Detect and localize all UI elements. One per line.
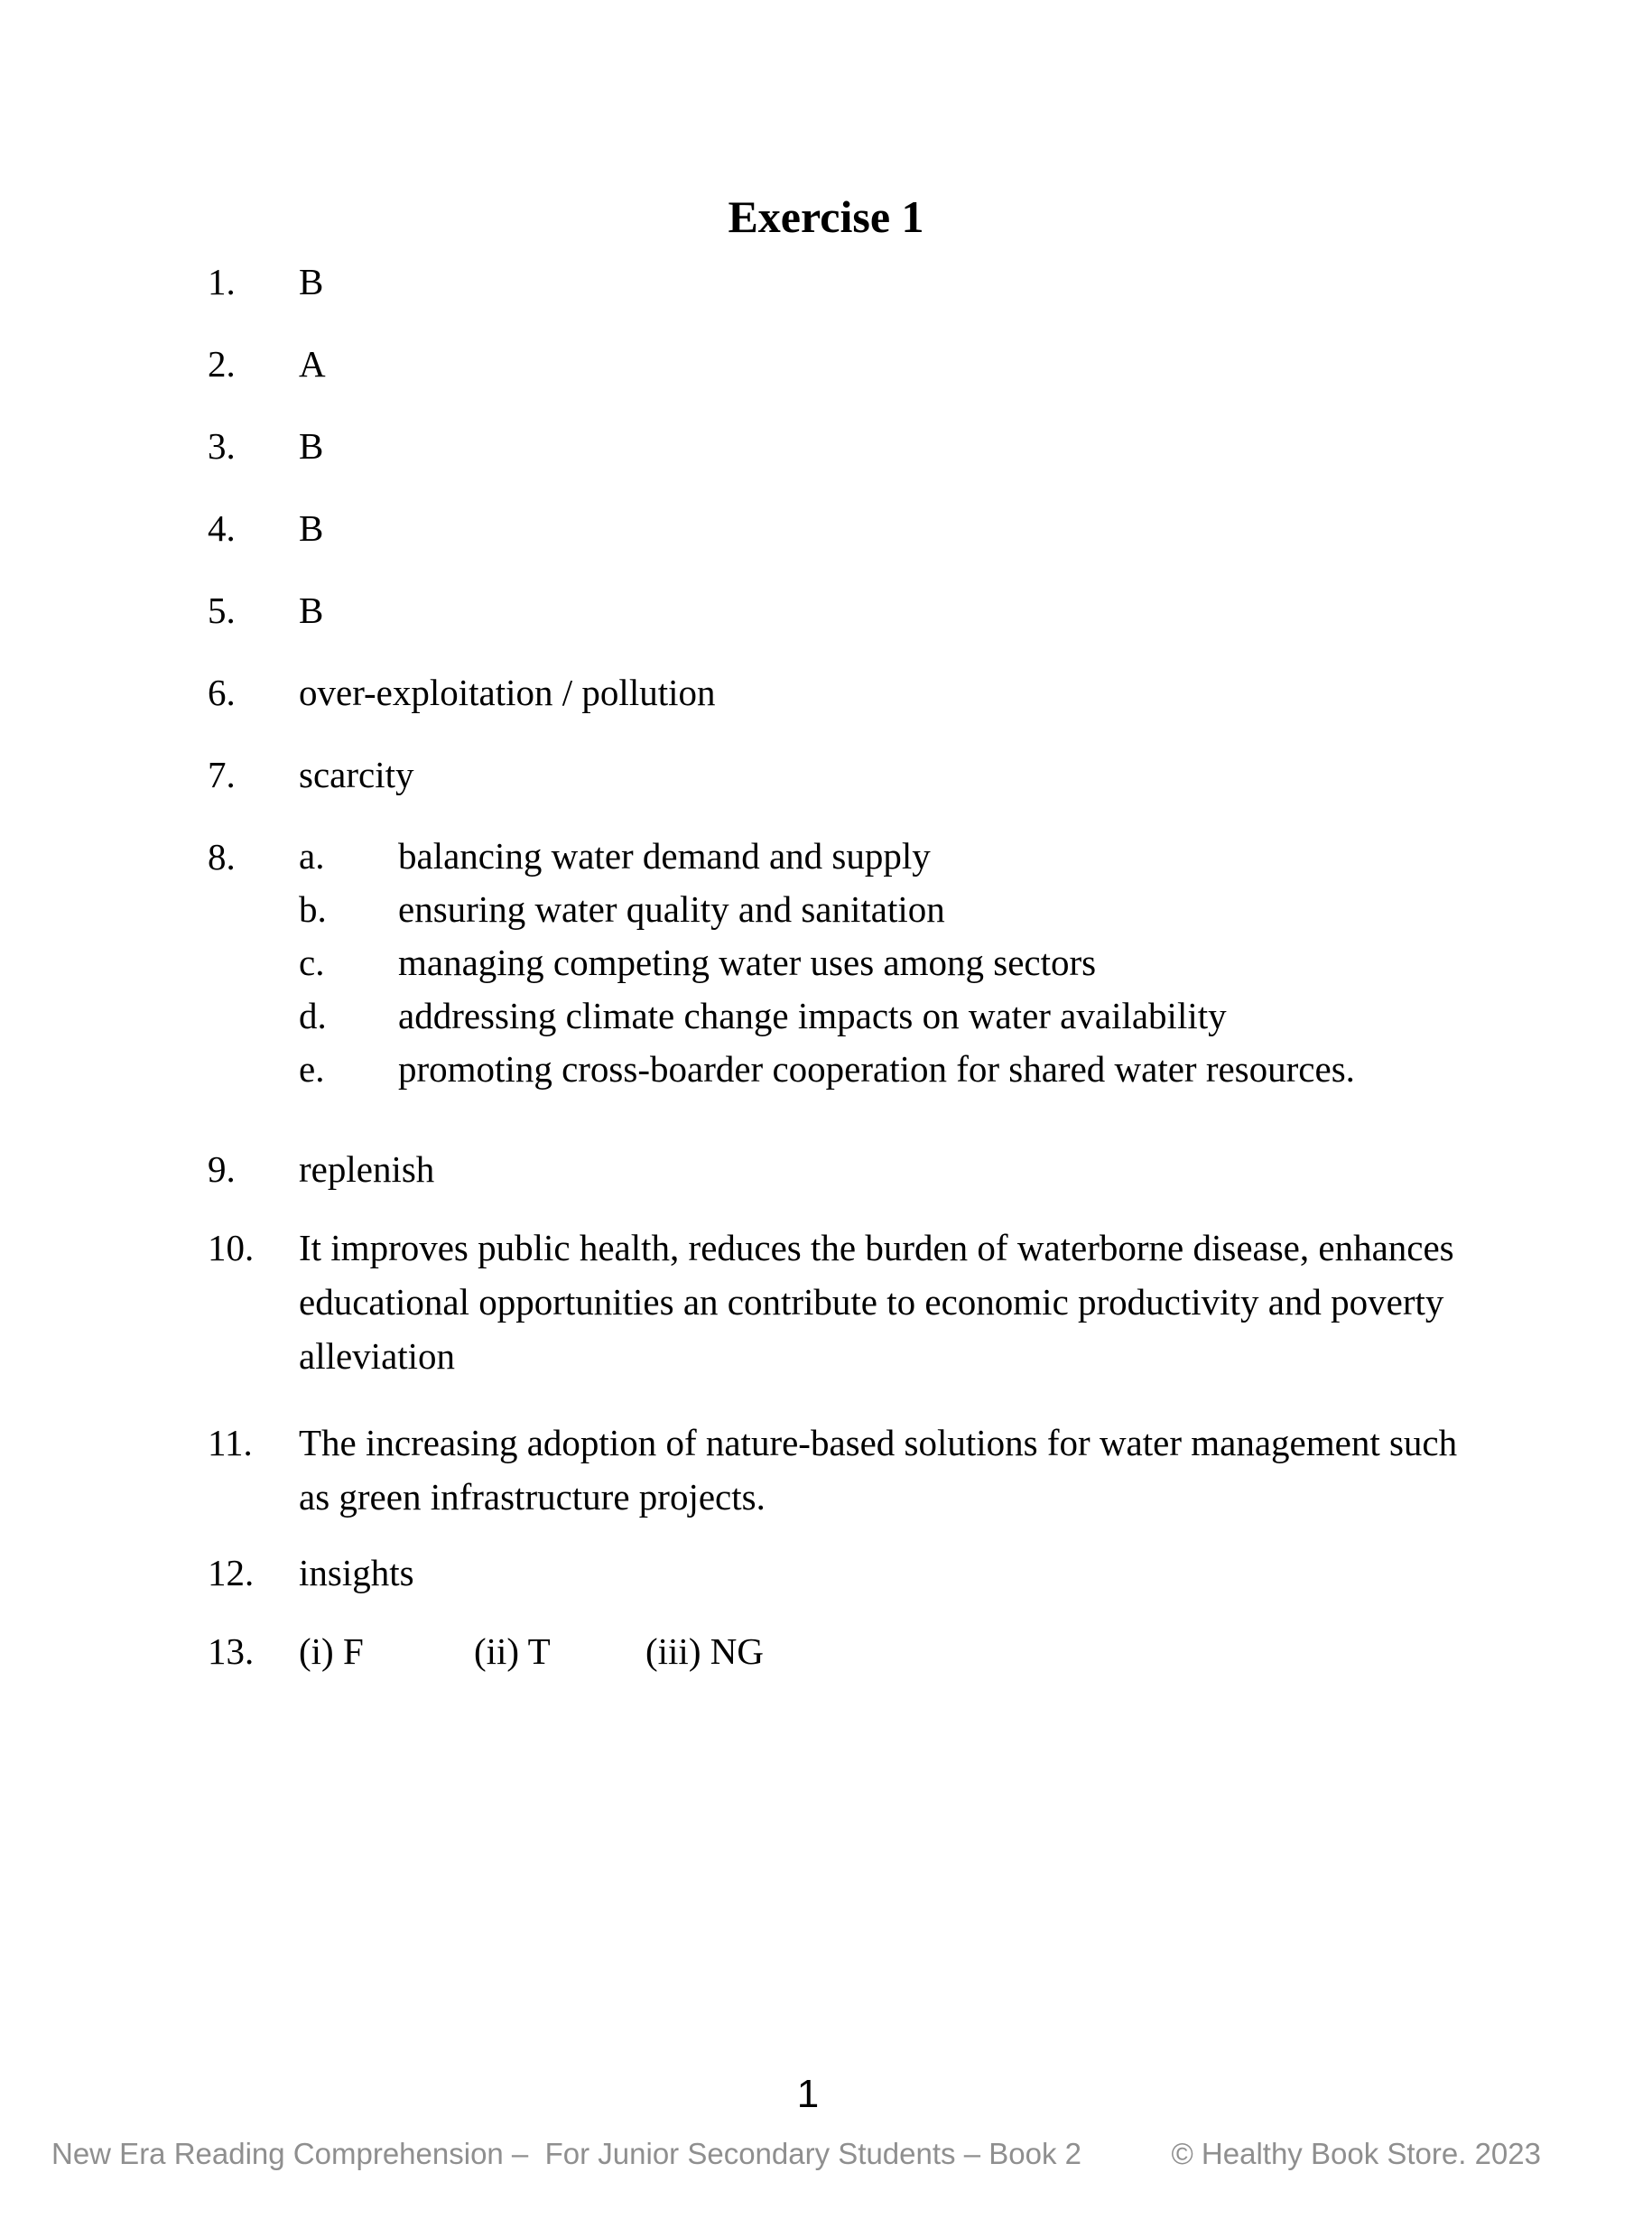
subitem-text: managing competing water uses among sectors [398, 942, 1097, 983]
answer-number: 10. [208, 1227, 255, 1268]
answer-item-13 [0, 1624, 1652, 1678]
answer-line: over-exploitation / pollution [299, 672, 716, 713]
answer-line: educational opportunities an contribute to economic productivity and poverty [299, 1281, 1444, 1323]
answer-line: scarcity [299, 754, 414, 795]
answer-number: 3. [208, 425, 236, 467]
answer-number: 13. [208, 1630, 255, 1672]
answer-number: 11. [208, 1422, 253, 1463]
answer-subitem [299, 989, 1652, 1043]
subitem-letter: d. [299, 995, 327, 1036]
answer-list [0, 255, 1652, 1678]
answer-line: A [299, 343, 326, 385]
answer-line: B [299, 261, 324, 302]
answer-line: as green infrastructure projects. [299, 1476, 766, 1518]
subitem-text: promoting cross-boarder cooperation for shared water resources. [398, 1048, 1355, 1090]
answer-content [299, 501, 1652, 555]
answer-content [299, 255, 1652, 309]
answer-content [299, 1142, 1652, 1196]
answer-item-11 [0, 1416, 1652, 1524]
answer-line: It improves public health, reduces the burden of waterborne disease, enhances [299, 1227, 1454, 1268]
answer-item-1 [0, 255, 1652, 309]
answer-number: 7. [208, 754, 236, 795]
answer-number: 9. [208, 1148, 236, 1190]
answer-number: 5. [208, 590, 236, 631]
answer-number: 8. [208, 836, 236, 877]
answer-line: alleviation [299, 1335, 456, 1377]
subitem-letter: b. [299, 888, 327, 930]
footer-book-title: New Era Reading Comprehension – For Junior Secondary Students – Book 2 [51, 2137, 1081, 2170]
answer-subitem [299, 883, 1652, 936]
page-title: Exercise 1 [728, 191, 924, 242]
answer-line: B [299, 590, 324, 631]
answer-number: 2. [208, 343, 236, 385]
answer-content [299, 747, 1652, 802]
answer-line: B [299, 425, 324, 467]
answer-content [299, 1546, 1652, 1600]
answer-item-4 [0, 501, 1652, 555]
answer-item-5 [0, 583, 1652, 637]
answer-item-6 [0, 665, 1652, 720]
footer-copyright: © Healthy Book Store. 2023 [1171, 2137, 1541, 2170]
answer-content [299, 1221, 1652, 1383]
answer-content [299, 419, 1652, 473]
answer-content [299, 337, 1652, 391]
answer-tab-value: (ii) T [474, 1630, 551, 1672]
answer-tab-value: (iii) NG [645, 1630, 764, 1672]
subitem-text: ensuring water quality and sanitation [398, 888, 945, 930]
answer-line: replenish [299, 1148, 435, 1190]
answer-content [299, 1416, 1652, 1524]
subitem-letter: a. [299, 835, 325, 877]
answer-number: 4. [208, 507, 236, 549]
page-number: 1 [796, 2072, 820, 2116]
answer-number: 1. [208, 261, 236, 302]
subitem-text: balancing water demand and supply [398, 835, 931, 877]
answer-subitem [299, 1043, 1652, 1096]
answer-item-9 [0, 1142, 1652, 1196]
answer-item-8 [0, 830, 1652, 1096]
answer-item-7 [0, 747, 1652, 802]
answer-item-10 [0, 1221, 1652, 1383]
answer-line: insights [299, 1552, 414, 1593]
answer-line: The increasing adoption of nature-based solutions for water management such [299, 1422, 1458, 1463]
answer-line: B [299, 507, 324, 549]
answer-content [299, 665, 1652, 720]
answer-tab-value: (i) F [299, 1630, 364, 1672]
answer-number: 6. [208, 672, 236, 713]
answer-content [299, 1624, 1652, 1678]
answer-subitem [299, 936, 1652, 989]
subitem-letter: e. [299, 1048, 325, 1090]
answer-item-2 [0, 337, 1652, 391]
subitem-text: addressing climate change impacts on water availability [398, 995, 1227, 1036]
subitem-letter: c. [299, 942, 325, 983]
answer-item-12 [0, 1546, 1652, 1600]
answer-item-3 [0, 419, 1652, 473]
answer-content [299, 583, 1652, 637]
answer-subitem [299, 830, 1652, 883]
answer-number: 12. [208, 1552, 255, 1593]
answer-content [299, 830, 1652, 1096]
